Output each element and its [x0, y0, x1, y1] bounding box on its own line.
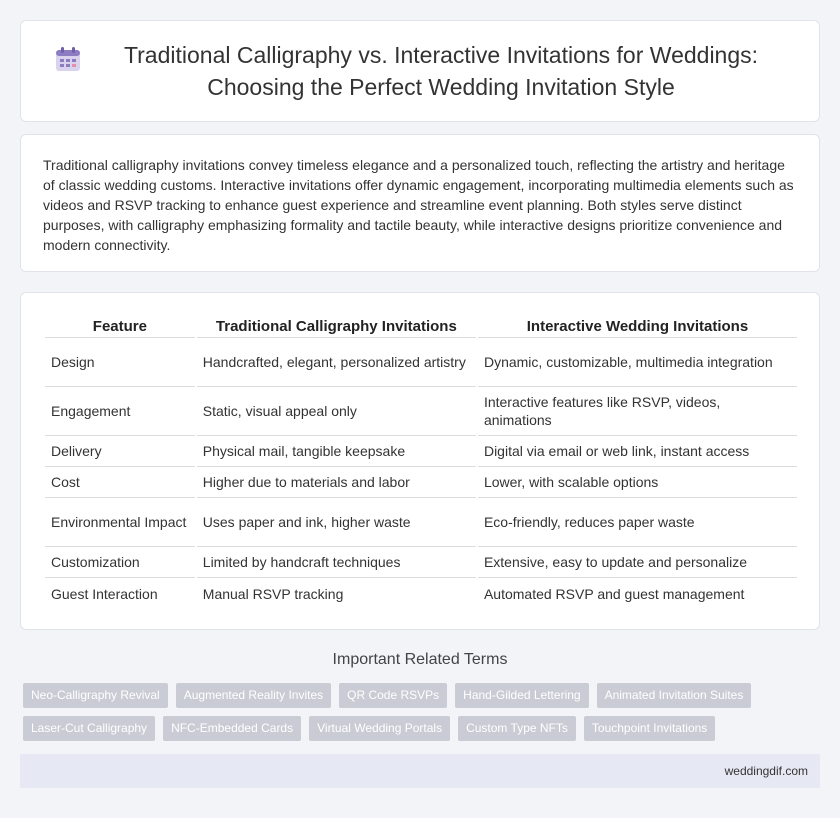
footer-site-link[interactable]: weddingdif.com [724, 764, 808, 778]
interactive-cell: Interactive features like RSVP, videos, animations [478, 387, 797, 436]
table-row [45, 338, 797, 387]
traditional-cell: Uses paper and ink, higher waste [197, 498, 476, 547]
feature-cell: Guest Interaction [51, 585, 158, 602]
interactive-cell: Extensive, easy to update and personalize [478, 547, 797, 578]
header-traditional: Traditional Calligraphy Invitations [197, 313, 476, 338]
related-tag[interactable]: Virtual Wedding Portals [309, 716, 450, 741]
traditional-cell: Handcrafted, elegant, personalized artistry [197, 338, 476, 387]
table-row [45, 467, 797, 498]
related-tag[interactable]: Neo-Calligraphy Revival [23, 683, 168, 708]
related-tag[interactable]: QR Code RSVPs [339, 683, 447, 708]
related-tag[interactable]: Animated Invitation Suites [597, 683, 752, 708]
feature-cell: Delivery [45, 436, 195, 467]
feature-cell: Design [45, 338, 195, 387]
intro-card [20, 134, 820, 272]
related-tag[interactable]: Custom Type NFTs [458, 716, 576, 741]
interactive-cell: Dynamic, customizable, multimedia integration [478, 338, 797, 387]
interactive-cell: Eco-friendly, reduces paper waste [478, 498, 797, 547]
intro-paragraph: Traditional calligraphy invitations convey timeless elegance and a personalized touch, reflecting the artistry and heritage of classic wedding customs. Interactive invitations offer dynamic engagement, incorporating multimedia elements such as videos and RSVP tracking to enhance guest experience and streamline event planning. Both styles serve distinct purposes, with calligraphy emphasizing formality and tactile beauty, while interactive designs prioritize convenience and modern connectivity. [43, 157, 794, 253]
related-tag[interactable]: Touchpoint Invitations [584, 716, 715, 741]
traditional-cell: Static, visual appeal only [197, 387, 476, 436]
title-card [20, 20, 820, 122]
tag-row [23, 716, 823, 741]
table-row [45, 387, 797, 436]
feature-cell: Customization [45, 547, 195, 578]
calendar-grid-icon [54, 45, 82, 73]
related-tag[interactable]: NFC-Embedded Cards [163, 716, 301, 741]
comparison-table [43, 313, 799, 609]
traditional-cell: Higher due to materials and labor [197, 467, 476, 498]
related-tag[interactable]: Augmented Reality Invites [176, 683, 331, 708]
feature-cell: Environmental Impact [45, 498, 195, 547]
interactive-cell: Digital via email or web link, instant access [478, 436, 797, 467]
table-row [45, 578, 797, 609]
traditional-cell: Limited by handcraft techniques [197, 547, 476, 578]
table-row [45, 436, 797, 467]
related-tag[interactable]: Hand-Gilded Lettering [455, 683, 588, 708]
related-tag[interactable]: Laser-Cut Calligraphy [23, 716, 155, 741]
interactive-cell: Lower, with scalable options [478, 467, 797, 498]
header-feature: Feature [45, 313, 195, 338]
page-title: Traditional Calligraphy vs. Interactive Invitations for Weddings: Choosing the Perfect Wedding Invitation Style [123, 42, 759, 100]
comparison-card [20, 292, 820, 630]
related-terms-tags [23, 683, 823, 749]
table-row [45, 547, 797, 578]
traditional-cell: Physical mail, tangible keepsake [197, 436, 476, 467]
footer [20, 754, 820, 788]
feature-cell: Engagement [45, 387, 195, 436]
table-row [45, 498, 797, 547]
table-header-row [45, 313, 797, 338]
header-interactive: Interactive Wedding Invitations [478, 313, 797, 338]
interactive-cell: Automated RSVP and guest management [483, 585, 745, 602]
feature-cell: Cost [45, 467, 195, 498]
related-terms-heading: Important Related Terms [332, 651, 508, 668]
traditional-cell: Manual RSVP tracking [202, 585, 344, 602]
tag-row [23, 683, 823, 708]
